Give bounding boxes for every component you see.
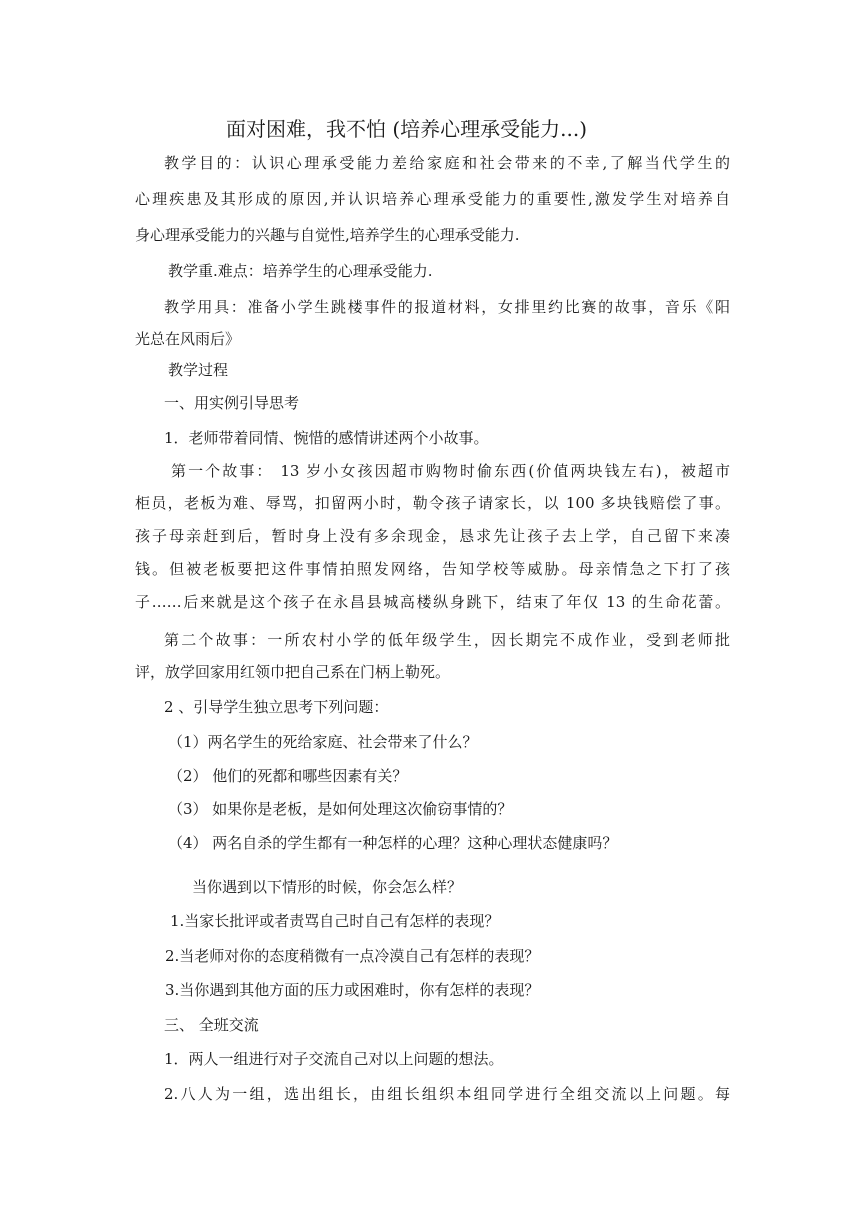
objective-line: 教学目的：认识心理承受能力差给家庭和社会带来的不幸,了解当代学生的 <box>164 154 730 172</box>
list-item: 2.八人为一组，选出组长，由组长组织本组同学进行全组交流以上问题。每 <box>164 1085 730 1103</box>
situation-item: 2.当老师对你的态度稍微有一点冷漠自己有怎样的表现？ <box>165 947 540 965</box>
section-heading: 三、 全班交流 <box>164 1016 259 1034</box>
story-line: 孩子母亲赶到后，暂时身上没有多余现金，恳求先让孩子去上学，自己留下来凑 <box>135 527 730 545</box>
situation-item: 3.当你遇到其他方面的压力或困难时，你有怎样的表现？ <box>165 981 540 999</box>
situation-prompt: 当你遇到以下情形的时候，你会怎么样？ <box>192 878 463 896</box>
list-item: 1．老师带着同情、惋惜的感情讲述两个小故事。 <box>164 429 489 447</box>
objective-line: 心理疾患及其形成的原因,并认识培养心理承受能力的重要性,激发学生对培养自 <box>135 190 730 208</box>
story-line: 评，放学回家用红领巾把自己系在门柄上勒死。 <box>135 663 451 681</box>
section-heading: 一、用实例引导思考 <box>164 394 300 412</box>
objective-line: 身心理承受能力的兴趣与自觉性,培养学生的心理承受能力. <box>135 226 520 244</box>
process-heading: 教学过程 <box>168 361 229 379</box>
materials-line: 教学用具：准备小学生跳楼事件的报道材料，女排里约比赛的故事，音乐《阳 <box>164 298 730 316</box>
materials-line: 光总在风雨后》 <box>135 330 241 348</box>
situation-item: 1.当家长批评或者责骂自己时自己有怎样的表现？ <box>170 912 500 930</box>
question-item: （3） 如果你是老板，是如何处理这次偷窃事情的？ <box>168 800 513 818</box>
story-line: 第一个故事： 13 岁小女孩因超市购物时偷东西(价值两块钱左右)，被超市 <box>171 462 730 480</box>
list-item: 1．两人一组进行对子交流自己对以上问题的想法。 <box>164 1050 504 1068</box>
question-item: （2） 他们的死都和哪些因素有关？ <box>168 767 408 785</box>
story-line: 柜员，老板为难、辱骂，扣留两小时，勒令孩子请家长，以 100 多块钱赔偿了事。 <box>135 494 730 512</box>
story-line: 第二个故事：一所农村小学的低年级学生，因长期完不成作业，受到老师批 <box>164 631 730 649</box>
story-line: 钱。但被老板要把这件事情拍照发网络，告知学校等威胁。母亲情急之下打了孩 <box>135 560 730 578</box>
list-item: 2 、引导学生独立思考下列问题： <box>164 698 389 716</box>
story-line: 子……后来就是这个孩子在永昌县城高楼纵身跳下，结束了年仅 13 的生命花蕾。 <box>135 593 730 611</box>
document-title: 面对困难，我不怕 (培养心理承受能力...) <box>226 117 588 141</box>
key-points: 教学重.难点：培养学生的心理承受能力. <box>168 262 433 280</box>
question-item: （1）两名学生的死给家庭、社会带来了什么？ <box>168 733 478 751</box>
question-item: （4） 两名自杀的学生都有一种怎样的心理？这种心理状态健康吗？ <box>168 834 618 852</box>
